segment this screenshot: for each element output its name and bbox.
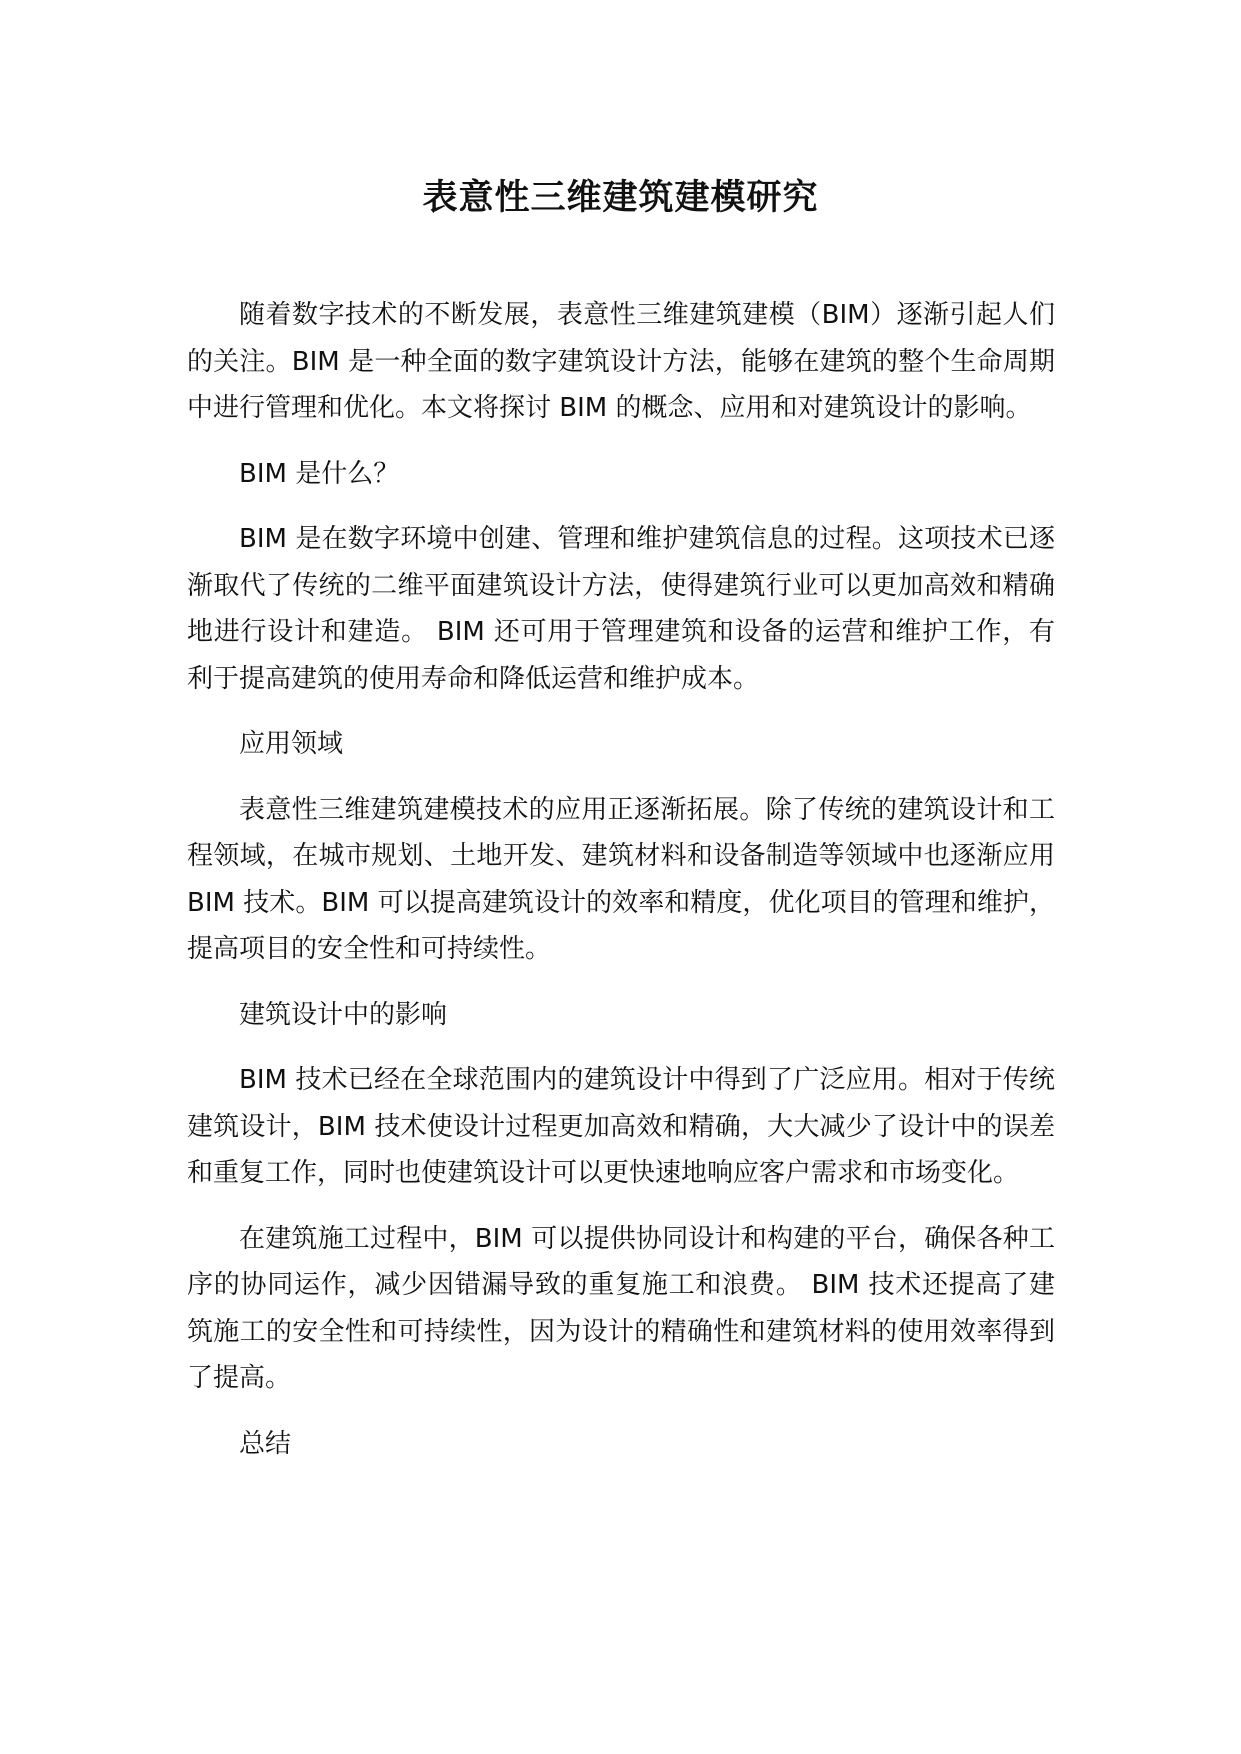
paragraph-what-is-bim: BIM 是在数字环境中创建、管理和维护建筑信息的过程。这项技术已逐渐取代了传统的二维平面建筑设计方法，使得建筑行业可以更加高效和精确地进行设计和建造。 BIM 还可用于管理建筑和设备的运营和维护工作，有利于提高建筑的使用寿命和降低运营和维护成本。 xyxy=(187,524,1055,694)
paragraph-intro: 随着数字技术的不断发展，表意性三维建筑建模（BIM）逐渐引起人们的关注。BIM 是一种全面的数字建筑设计方法，能够在建筑的整个生命周期中进行管理和优化。本文将探讨 BIM 的概念、应用和对建筑设计的影响。 xyxy=(187,300,1055,423)
paragraph-construction: 在建筑施工过程中，BIM 可以提供协同设计和构建的平台，确保各种工序的协同运作，减少因错漏导致的重复施工和浪费。 BIM 技术还提高了建筑施工的安全性和可持续性，因为设计的精确性和建筑材料的使用效率得到了提高。 xyxy=(187,1223,1055,1393)
section-heading-summary: 总结 xyxy=(239,1428,292,1459)
paragraph-applications: 表意性三维建筑建模技术的应用正逐渐拓展。除了传统的建筑设计和工程领域，在城市规划、土地开发、建筑材料和设备制造等领域中也逐渐应用 BIM 技术。BIM 可以提高建筑设计的效率和精度，优化项目的管理和维护，提高项目的安全性和可持续性。 xyxy=(187,794,1055,964)
document-title: 表意性三维建筑建模研究 xyxy=(422,178,819,218)
paragraph-design-impact: BIM 技术已经在全球范围内的建筑设计中得到了广泛应用。相对于传统建筑设计，BIM 技术使设计过程更加高效和精确，大大减少了设计中的误差和重复工作，同时也使建筑设计可以更快速地响应客户需求和市场变化。 xyxy=(187,1065,1055,1188)
section-heading-what-is-bim: BIM 是什么？ xyxy=(239,458,400,489)
section-heading-applications: 应用领域 xyxy=(239,729,344,759)
section-heading-design-impact: 建筑设计中的影响 xyxy=(239,999,448,1030)
document-body xyxy=(187,292,1055,1486)
